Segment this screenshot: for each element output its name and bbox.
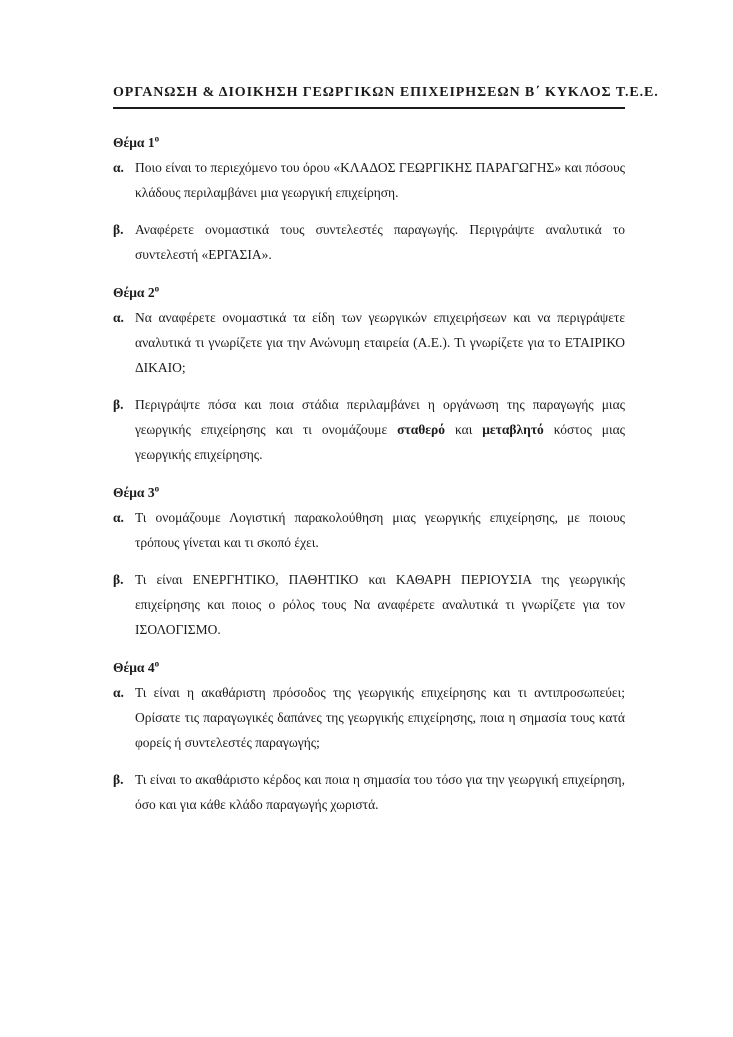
item-text [135,155,625,205]
question-item [113,505,625,555]
item-text [135,505,625,555]
theme-heading [113,130,625,155]
item-marker: α. [113,160,124,175]
text-segment: Περιγράψτε πόσα και ποια στάδια περιλαμβάνει η οργάνωση της παραγωγής μιας γεωργικής επιχείρησης και τι ονομάζουμε [135,397,625,437]
item-marker: α. [113,510,124,525]
question-item [113,217,625,267]
theme-heading [113,280,625,305]
theme-label: Θέμα 2 [113,285,155,300]
text-segment: Αναφέρετε ονομαστικά τους συντελεστές παραγωγής. Περιγράψτε αναλυτικά το συντελεστή «ΕΡΓΑΣΙΑ». [135,222,625,262]
item-marker: β. [113,572,124,587]
theme-items [113,305,625,467]
text-segment: και [445,422,483,437]
theme-label: Θέμα 3 [113,485,155,500]
text-segment: Τι ονομάζουμε Λογιστική παρακολούθηση μιας γεωργικής επιχείρησης, με ποιους τρόπους γίνεται και τι σκοπό έχει. [135,510,625,550]
item-text [135,392,625,467]
item-marker: β. [113,397,124,412]
theme-section [113,655,625,817]
question-item [113,767,625,817]
themes-container [113,130,625,817]
document-header [113,84,659,109]
theme-heading [113,655,625,680]
bold-term: μεταβλητό [482,422,544,437]
theme-label: Θέμα 1 [113,135,155,150]
theme-section [113,130,625,267]
theme-heading [113,480,625,505]
text-segment: Ποιο είναι το περιεχόμενο του όρου «ΚΛΑΔΟΣ ΓΕΩΡΓΙΚΗΣ ΠΑΡΑΓΩΓΗΣ» και πόσους κλάδους περιλαμβάνει μια γεωργική επιχείρηση. [135,160,625,200]
item-marker: α. [113,310,124,325]
item-text [135,567,625,642]
theme-section [113,280,625,467]
theme-ordinal: ο [154,133,160,144]
bold-term: σταθερό [397,422,446,437]
text-segment: Τι είναι η ακαθάριστη πρόσοδος της γεωργικής επιχείρησης και τι αντιπροσωπεύει; Ορίσατε τις παραγωγικές δαπάνες της γεωργικής επιχείρησης, ποια η σημασία τους κατά φορείς ή συντελεστές παραγωγής; [135,685,625,750]
text-segment: Τι είναι ΕΝΕΡΓΗΤΙΚΟ, ΠΑΘΗΤΙΚΟ και ΚΑΘΑΡΗ ΠΕΡΙΟΥΣΙΑ της γεωργικής επιχείρησης και ποιος ο ρόλος τους Να αναφέρετε αναλυτικά τι γνωρίζετε για τον ΙΣΟΛΟΓΙΣΜΟ. [135,572,625,637]
document-content [113,84,659,830]
question-item [113,567,625,642]
theme-ordinal: ο [154,283,160,294]
item-marker: α. [113,685,124,700]
question-item [113,680,625,755]
item-text [135,767,625,817]
theme-label: Θέμα 4 [113,660,155,675]
item-marker: β. [113,222,124,237]
theme-items [113,505,625,642]
theme-ordinal: ο [154,483,160,494]
text-segment: κόστος μιας γεωργικής επιχείρησης. [135,422,625,462]
question-item [113,155,625,205]
theme-section [113,480,625,642]
theme-ordinal: ο [154,658,160,669]
question-item [113,305,625,380]
text-segment: Τι είναι το ακαθάριστο κέρδος και ποια η σημασία του τόσο για την γεωργική επιχείρηση, όσο και για κάθε κλάδο παραγωγής χωριστά. [135,772,625,812]
document-title: ΟΡΓΑΝΩΣΗ & ΔΙΟΙΚΗΣΗ ΓΕΩΡΓΙΚΩΝ ΕΠΙΧΕΙΡΗΣΕΩΝ Β΄ ΚΥΚΛΟΣ Τ.Ε.Ε. [113,85,659,100]
theme-items [113,680,625,817]
question-item [113,392,625,467]
item-text [135,680,625,755]
item-text [135,305,625,380]
text-segment: Να αναφέρετε ονομαστικά τα είδη των γεωργικών επιχειρήσεων και να περιγράψετε αναλυτικά τι γνωρίζετε για την Ανώνυμη εταιρεία (Α.Ε.). Τι γνωρίζετε για το ΕΤΑΙΡΙΚΟ ΔΙΚΑΙΟ; [135,310,625,375]
item-marker: β. [113,772,124,787]
theme-items [113,155,625,267]
item-text [135,217,625,267]
